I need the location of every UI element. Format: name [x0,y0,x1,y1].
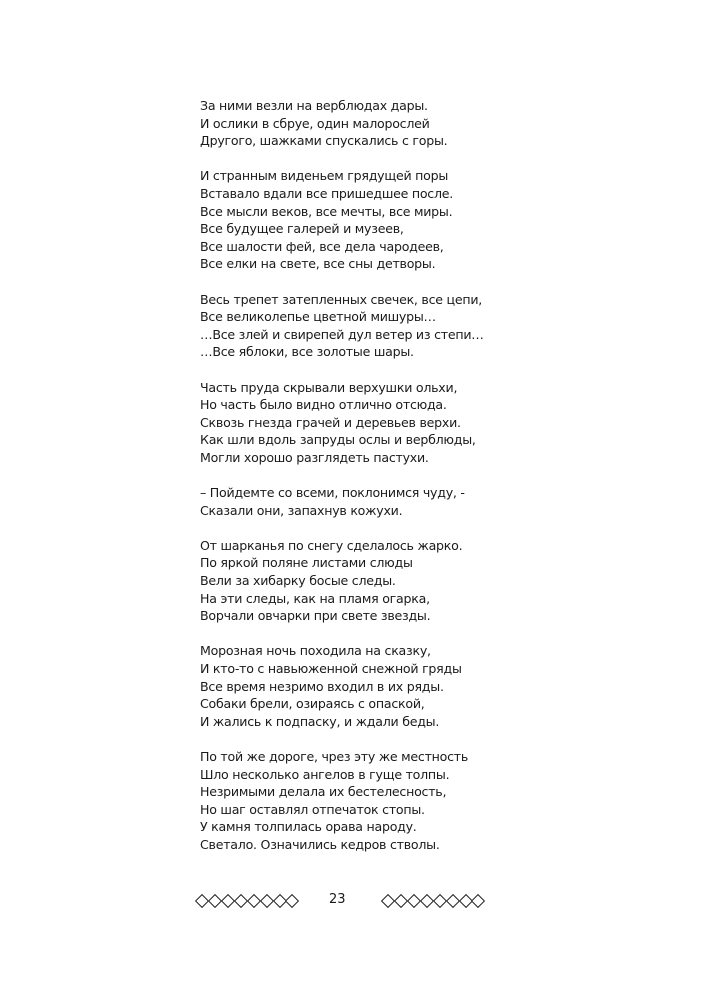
diamond-outline-icon [259,894,273,908]
poem-line: Все шалости фей, все дела чародеев, [200,238,444,254]
poem-line: Часть пруда скрывали верхушки ольхи, [200,379,458,395]
stanza [200,484,484,519]
page-number: 23 [329,892,346,907]
diamond-outline-icon [445,894,459,908]
diamond-outline-icon [246,894,260,908]
poem-line: Все мысли веков, все мечты, все миры. [200,203,453,219]
diamond-outline-icon [195,894,209,908]
poem-line: Вставало вдали все пришедшее после. [200,185,454,201]
poem-line: Ворчали овчарки при свете звезды. [200,608,431,624]
stanza [200,642,484,730]
poem-text [200,97,484,871]
poem-line: – Пойдемте со всеми, поклонимся чуду, - [200,485,465,501]
poem-line: От шарканья по снегу сделалось жарко. [200,537,463,553]
poem-line: Светало. Означились кедров стволы. [200,836,440,852]
poem-line: Но часть было видно отлично отсюда. [200,397,447,413]
poem-line: И странным виденьем грядущей поры [200,168,449,184]
poem-line: Как шли вдоль запруды ослы и верблюды, [200,432,476,448]
poem-line: …Все злей и свирепей дул ветер из степи… [200,326,484,342]
ornament-right [382,896,486,906]
poem-line: Морозная ночь походила на сказку, [200,643,431,659]
ornament-left [196,896,300,906]
poem-line: Все будущее галерей и музеев, [200,221,404,237]
poem-line: Весь трепет затепленных свечек, все цепи, [200,291,483,307]
poem-line: Сказали они, запахнув кожухи. [200,502,403,518]
stanza [200,291,484,361]
page-footer [196,892,486,912]
poem-line: Все елки на свете, все сны детворы. [200,256,436,272]
poem-line: Незримыми делала их бестелесность, [200,784,447,800]
poem-line: За ними везли на верблюдах дары. [200,98,428,113]
poem-line: …Все яблоки, все золотые шары. [200,344,414,360]
poem-line: По той же дороге, чрез эту же местность [200,748,469,764]
poem-line: Шло несколько ангелов в гуще толпы. [200,766,450,782]
diamond-outline-icon [432,894,446,908]
diamond-outline-icon [381,894,395,908]
diamond-outline-icon [406,894,420,908]
poem-line: И жались к подпаску, и ждали беды. [200,713,440,729]
diamond-outline-icon [220,894,234,908]
stanza [200,379,484,467]
poem-line: Все великолепье цветной мишуры… [200,309,436,325]
poem-line: По яркой поляне листами слюды [200,555,413,571]
stanza [200,167,484,273]
poem-line: Другого, шажками спускались с горы. [200,133,448,149]
poem-line: Могли хорошо разглядеть пастухи. [200,449,429,465]
poem-line: Вели за хибарку босые следы. [200,573,396,589]
diamond-outline-icon [394,894,408,908]
diamond-outline-icon [208,894,222,908]
diamond-outline-icon [471,894,485,908]
stanza [200,97,484,150]
poem-line: Сквозь гнезда грачей и деревьев верхи. [200,414,461,430]
poem-line: И кто-то с навьюженной снежной гряды [200,661,462,676]
poem-line: Собаки брели, озираясь с опаской, [200,696,425,712]
poem-line: У камня толпилась орава народу. [200,819,417,835]
poem-line: На эти следы, как на пламя огарка, [200,590,430,606]
poem-line: Все время незримо входил в их ряды. [200,678,444,694]
poem-line: И ослики в сбруе, один малорослей [200,115,430,131]
diamond-outline-icon [233,894,247,908]
diamond-outline-icon [285,894,299,908]
stanza [200,537,484,625]
stanza [200,748,484,854]
poem-line: Но шаг оставлял отпечаток стопы. [200,801,425,817]
diamond-outline-icon [419,894,433,908]
